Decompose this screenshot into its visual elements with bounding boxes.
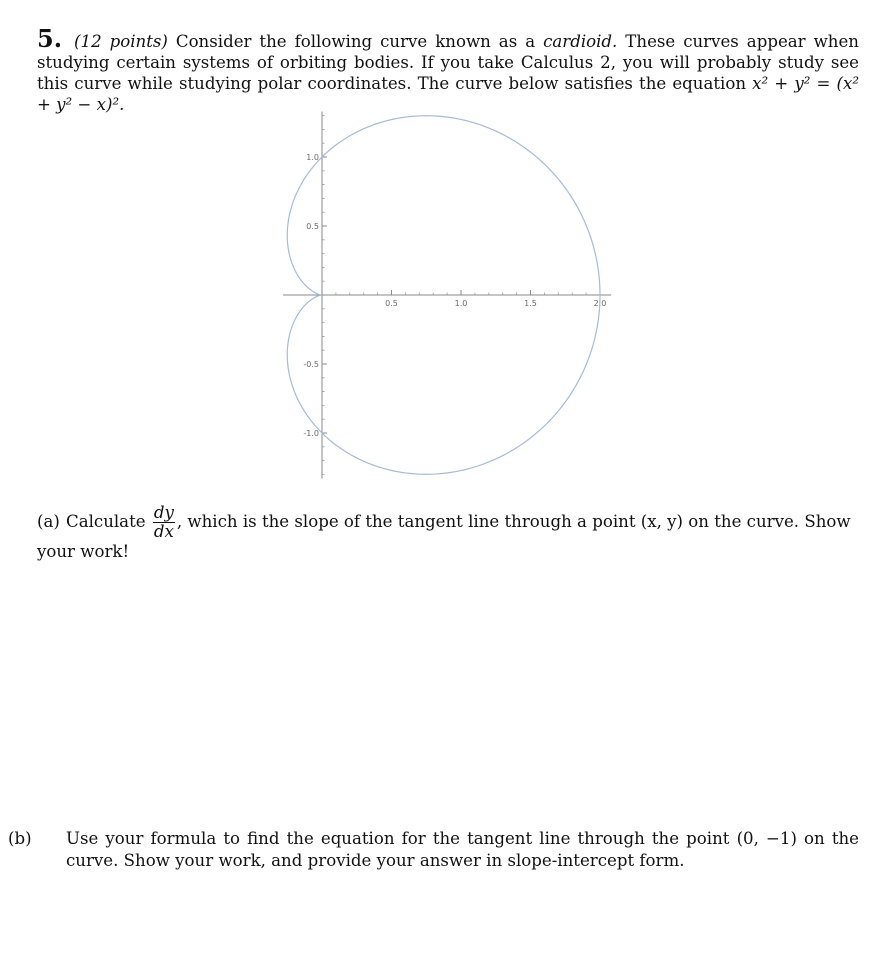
problem-equation: x² + y² = (x² + y² − x)².: [37, 74, 859, 114]
x-tick-label: 1.5: [524, 299, 537, 308]
dy-dx-fraction: [153, 504, 175, 541]
problem-intro-2: These curves appear when studying certain systems of orbiting bodies. If you take Calculus 2, you will probably study see this curve while studying polar coordinates. The curve below satisfies the equation: [37, 32, 859, 93]
part-a: [37, 504, 859, 563]
x-tick-label: 2.0: [593, 299, 607, 308]
part-b-text: Use your formula to find the equation for the tangent line through the point (0, −1) on the curve. Show your work, and provide your answer in slope-intercept form.: [66, 829, 859, 870]
x-tick-label: 0.5: [385, 299, 398, 308]
y-tick-label: 1.0: [306, 153, 319, 162]
cardioid-plot: [260, 105, 640, 490]
y-tick-label: 0.5: [306, 222, 319, 231]
problem-intro-1: Consider the following curve known as a: [167, 32, 544, 51]
problem-statement: [37, 24, 859, 115]
part-b-label: (b): [8, 829, 32, 848]
fraction-numerator: dy: [153, 503, 174, 522]
y-tick-label: -0.5: [303, 360, 319, 369]
problem-number: 5.: [37, 24, 63, 53]
fraction-denominator: dx: [153, 522, 174, 541]
y-tick-label: -1.0: [303, 429, 319, 438]
problem-points: (12 points): [74, 32, 168, 51]
x-tick-label: 1.0: [454, 299, 468, 308]
part-b: [8, 828, 859, 872]
problem-term: cardioid.: [543, 32, 618, 51]
part-a-text-1: Calculate: [66, 512, 151, 531]
part-a-label: (a): [37, 512, 60, 531]
part-a-text-2: , which is the slope of the tangent line through a point (x, y) on the curve. Show your work!: [37, 512, 851, 561]
cardioid-figure: [260, 105, 640, 490]
